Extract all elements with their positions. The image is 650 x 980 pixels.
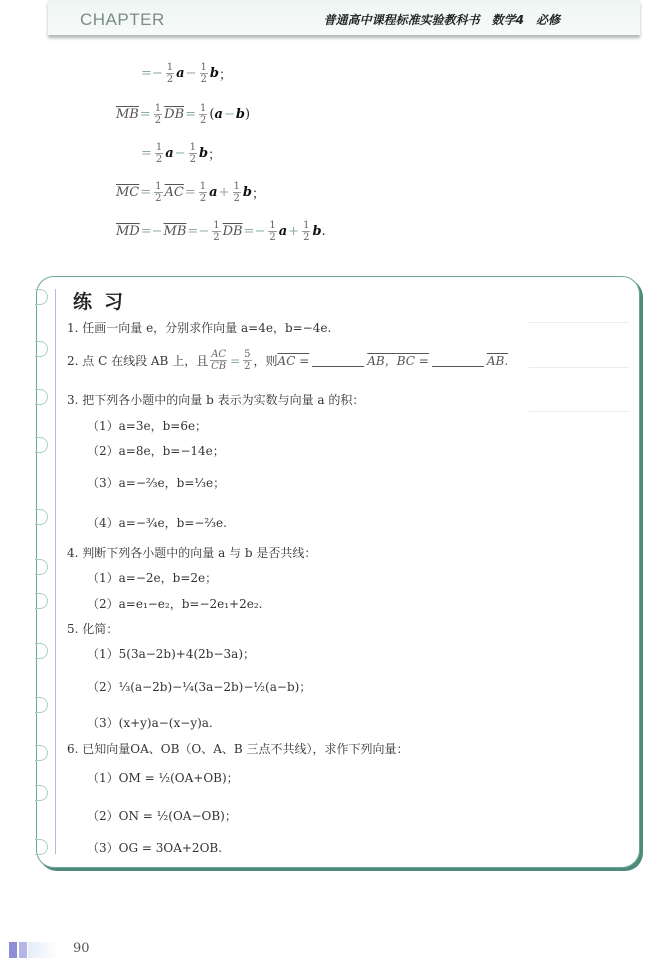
book-title: 普通高中课程标准实验教科书 数学4 必修 [323, 13, 560, 27]
derivation-line-1: =− $\frac{1}{2}$ a − $\frac{1}{2}$ b ； [141, 62, 232, 85]
faint-rule [529, 411, 629, 412]
derivation-line-2: $\overline{MB}$ = $\frac{1}{2}$ $\overline{DB}$ = $\frac{1}{2}$ ( a − b ) [116, 103, 251, 126]
question-2: 2. 点 C 在线段 AB 上，且 $\frac{AC}{CB}$ = $\frac{5}{2}$ ，则 AC = AB， BC = AB. [67, 349, 509, 372]
question-5-item: （3）(x+y)a−(x−y)a. [87, 716, 213, 730]
question-3-item: （2）a=8e，b=−14e； [87, 444, 225, 458]
running-header [48, 0, 640, 35]
question-4-item: （2）a=e₁−e₂，b=−2e₁+2e₂. [87, 597, 263, 611]
question-3-item: （3）a=−⅔e，b=⅓e； [87, 476, 226, 490]
ring-icon [35, 389, 48, 405]
ring-icon [35, 341, 48, 357]
notebook-spine [55, 289, 56, 854]
q2-end: AB. [486, 353, 509, 368]
q2-ac: AC = [277, 353, 310, 368]
question-6-stem: 6. 已知向量OA、OB（O、A、B 三点不共线），求作下列向量： [67, 742, 409, 756]
ring-icon [35, 559, 48, 575]
ring-icon [35, 697, 48, 713]
question-6-item: （2）ON = ½(OA−OB)； [87, 809, 237, 823]
page-number: 90 [73, 941, 90, 956]
q2-mid: ，则 [253, 354, 278, 368]
page-tab-fade [28, 942, 58, 958]
q2-prefix: 2. 点 C 在线段 AB 上，且 [67, 354, 209, 368]
q2-ab: AB， [367, 354, 397, 368]
question-3-stem: 3. 把下列各小题中的向量 b 表示为实数与向量 a 的积： [67, 393, 365, 407]
question-6-item: （1）OM = ½(OA+OB)； [87, 771, 239, 785]
page-tab-dark [9, 942, 17, 958]
ring-icon [35, 643, 48, 659]
ring-icon [35, 289, 48, 305]
exercise-box [36, 276, 640, 868]
ring-icon [35, 785, 48, 801]
faint-rule [529, 367, 629, 368]
derivation-line-5: $\overline{MD}$ =− $\overline{MB}$ =− $\frac{1}{2}$ $\overline{DB}$ =− $\frac{1}{2}$ a + $\frac{1}{2}$ b . [116, 220, 326, 243]
derivation-line-3: = $\frac{1}{2}$ a − $\frac{1}{2}$ b ； [141, 142, 222, 165]
question-4-item: （1）a=−2e，b=2e； [87, 571, 218, 585]
faint-rule [529, 322, 629, 323]
ring-icon [35, 745, 48, 761]
question-6-item: （3）OG = 3OA+2OB. [87, 841, 223, 855]
derivation-line-4: $\overline{MC}$ = $\frac{1}{2}$ $\overline{AC}$ = $\frac{1}{2}$ a + $\frac{1}{2}$ b ； [116, 181, 265, 204]
chapter-label: CHAPTER [80, 10, 165, 29]
ring-icon [35, 593, 48, 609]
question-3-item: （4）a=−¾e，b=−⅔e. [87, 516, 227, 530]
ring-icon [35, 509, 48, 525]
ring-icon [35, 437, 48, 453]
page-tab-light [19, 942, 27, 958]
ring-icon [35, 839, 48, 855]
question-5-stem: 5. 化简： [67, 622, 119, 636]
question-3-item: （1）a=3e，b=6e； [87, 419, 208, 433]
question-5-item: （2）⅓(a−2b)−¼(3a−2b)−½(a−b)； [87, 680, 312, 694]
question-5-item: （1）5(3a−2b)+4(2b−3a)； [87, 647, 256, 661]
exercise-title: 练习 [73, 291, 136, 313]
question-1: 1. 任画一向量 e，分别求作向量 a=4e，b=−4e. [67, 321, 332, 335]
q2-bc: BC = [396, 353, 429, 368]
answer-blank-1[interactable] [312, 354, 364, 367]
question-4-stem: 4. 判断下列各小题中的向量 a 与 b 是否共线： [67, 546, 317, 560]
answer-blank-2[interactable] [432, 354, 484, 367]
